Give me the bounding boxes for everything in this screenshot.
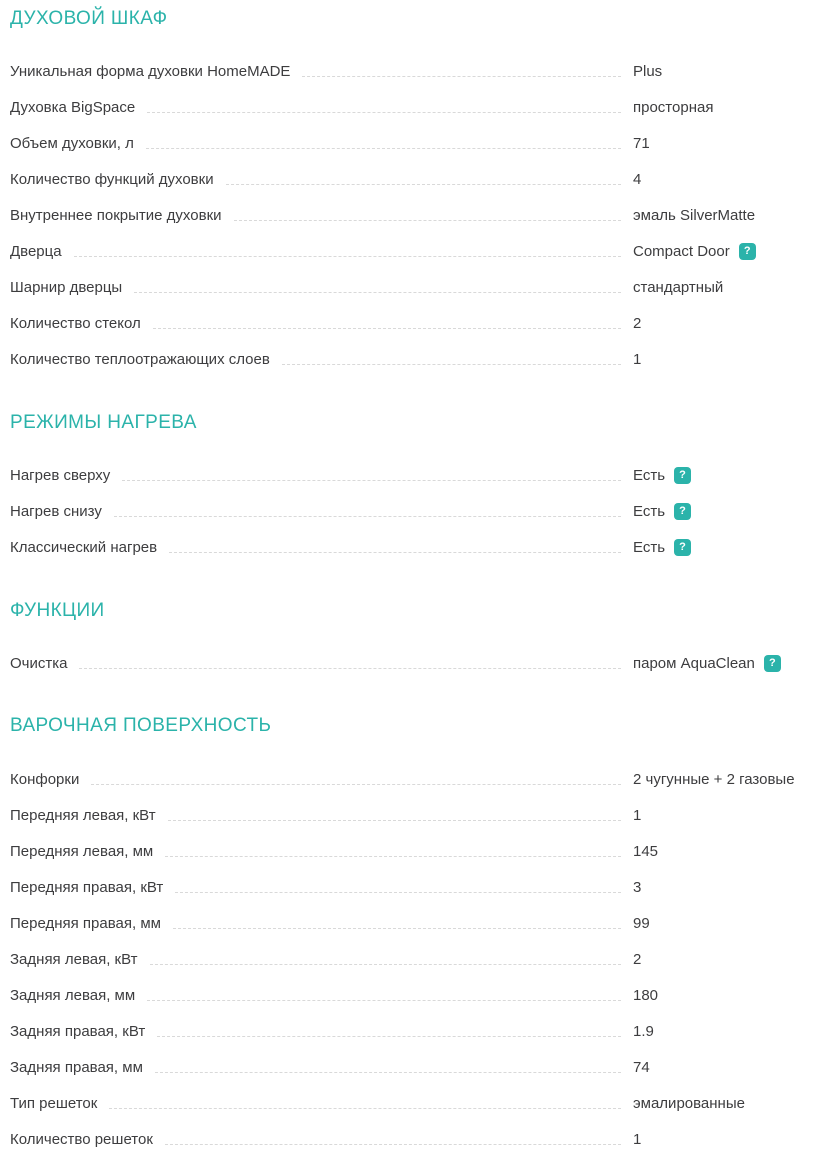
dotted-leader bbox=[153, 328, 621, 329]
spec-label: Передняя правая, кВт bbox=[10, 878, 164, 896]
spec-label: Задняя левая, мм bbox=[10, 986, 136, 1004]
spec-value: Plus bbox=[633, 63, 663, 81]
spec-value: 2 bbox=[633, 950, 642, 968]
spec-value-cell bbox=[633, 63, 816, 80]
spec-section bbox=[10, 715, 816, 1157]
spec-value: эмаль SilverMatte bbox=[633, 207, 756, 225]
spec-rows bbox=[10, 54, 816, 378]
spec-section bbox=[10, 412, 816, 566]
spec-row bbox=[10, 761, 816, 797]
dotted-leader bbox=[165, 1144, 621, 1145]
dotted-leader bbox=[175, 892, 621, 893]
spec-label: Количество стекол bbox=[10, 315, 141, 333]
spec-row bbox=[10, 833, 816, 869]
spec-rows bbox=[10, 645, 816, 681]
spec-row bbox=[10, 234, 816, 270]
dotted-leader bbox=[91, 784, 621, 785]
spec-value: Есть bbox=[633, 467, 666, 485]
help-icon[interactable]: ? bbox=[739, 243, 756, 260]
spec-value-cell bbox=[633, 807, 816, 824]
spec-value: 2 чугунные + 2 газовые bbox=[633, 770, 795, 788]
spec-row bbox=[10, 270, 816, 306]
spec-label: Количество теплоотражающих слоев bbox=[10, 351, 270, 369]
spec-row bbox=[10, 941, 816, 977]
spec-label: Передняя левая, кВт bbox=[10, 806, 156, 824]
spec-value-cell bbox=[633, 1095, 816, 1112]
spec-value: Есть bbox=[633, 539, 666, 557]
spec-value-cell bbox=[633, 243, 816, 260]
spec-row bbox=[10, 869, 816, 905]
spec-row bbox=[10, 1121, 816, 1157]
spec-rows bbox=[10, 458, 816, 566]
spec-row bbox=[10, 54, 816, 90]
spec-value-cell bbox=[633, 539, 816, 556]
spec-value-cell bbox=[633, 99, 816, 116]
spec-value: эмалированные bbox=[633, 1094, 745, 1112]
spec-value-cell bbox=[633, 503, 816, 520]
spec-label: Передняя левая, мм bbox=[10, 842, 154, 860]
spec-label: Объем духовки, л bbox=[10, 135, 134, 153]
spec-label: Уникальная форма духовки HomeMADE bbox=[10, 63, 291, 81]
spec-value-cell bbox=[633, 655, 816, 672]
spec-value-cell bbox=[633, 135, 816, 152]
spec-label: Передняя правая, мм bbox=[10, 914, 161, 932]
spec-row bbox=[10, 797, 816, 833]
spec-label: Духовка BigSpace bbox=[10, 99, 136, 117]
help-icon[interactable]: ? bbox=[764, 655, 781, 672]
spec-sections-container bbox=[10, 8, 816, 1157]
spec-row bbox=[10, 1049, 816, 1085]
spec-value: 1 bbox=[633, 806, 642, 824]
spec-label: Нагрев сверху bbox=[10, 467, 111, 485]
section-title: РЕЖИМЫ НАГРЕВА bbox=[10, 411, 197, 433]
spec-label: Тип решеток bbox=[10, 1094, 98, 1112]
spec-value-cell bbox=[633, 1059, 816, 1076]
dotted-leader bbox=[146, 148, 621, 149]
spec-value: 1 bbox=[633, 1130, 642, 1148]
spec-label: Количество решеток bbox=[10, 1130, 153, 1148]
spec-value-cell bbox=[633, 171, 816, 188]
spec-row bbox=[10, 162, 816, 198]
dotted-leader bbox=[226, 184, 621, 185]
spec-value: 71 bbox=[633, 135, 650, 153]
spec-label: Очистка bbox=[10, 654, 68, 672]
spec-label: Задняя правая, мм bbox=[10, 1058, 143, 1076]
dotted-leader bbox=[173, 928, 621, 929]
spec-value-cell bbox=[633, 351, 816, 368]
spec-label: Классический нагрев bbox=[10, 539, 158, 557]
section-title: ФУНКЦИИ bbox=[10, 599, 105, 621]
spec-section bbox=[10, 8, 816, 378]
spec-value: 1.9 bbox=[633, 1022, 654, 1040]
dotted-leader bbox=[147, 112, 621, 113]
spec-value: 3 bbox=[633, 878, 642, 896]
spec-label: Дверца bbox=[10, 243, 62, 261]
dotted-leader bbox=[155, 1072, 621, 1073]
spec-value-cell bbox=[633, 279, 816, 296]
spec-value-cell bbox=[633, 951, 816, 968]
dotted-leader bbox=[168, 820, 621, 821]
spec-label: Задняя левая, кВт bbox=[10, 950, 138, 968]
spec-row bbox=[10, 1085, 816, 1121]
spec-value-cell bbox=[633, 771, 816, 788]
spec-value: просторная bbox=[633, 99, 714, 117]
spec-value: Compact Door bbox=[633, 243, 730, 261]
spec-row bbox=[10, 198, 816, 234]
spec-value: 74 bbox=[633, 1058, 650, 1076]
spec-value-cell bbox=[633, 467, 816, 484]
dotted-leader bbox=[165, 856, 621, 857]
spec-label: Задняя правая, кВт bbox=[10, 1022, 146, 1040]
spec-row bbox=[10, 90, 816, 126]
spec-value: 4 bbox=[633, 171, 642, 189]
spec-value-cell bbox=[633, 843, 816, 860]
spec-row bbox=[10, 306, 816, 342]
spec-row bbox=[10, 977, 816, 1013]
spec-section bbox=[10, 600, 816, 682]
dotted-leader bbox=[234, 220, 621, 221]
spec-row bbox=[10, 1013, 816, 1049]
dotted-leader bbox=[157, 1036, 621, 1037]
spec-value-cell bbox=[633, 1023, 816, 1040]
spec-value-cell bbox=[633, 1131, 816, 1148]
spec-row bbox=[10, 342, 816, 378]
dotted-leader bbox=[134, 292, 621, 293]
spec-label: Конфорки bbox=[10, 770, 80, 788]
spec-rows bbox=[10, 761, 816, 1157]
spec-value: паром AquaClean bbox=[633, 654, 755, 672]
spec-row bbox=[10, 494, 816, 530]
dotted-leader bbox=[114, 516, 621, 517]
help-icon[interactable]: ? bbox=[674, 467, 691, 484]
dotted-leader bbox=[122, 480, 621, 481]
spec-value-cell bbox=[633, 915, 816, 932]
dotted-leader bbox=[302, 76, 621, 77]
dotted-leader bbox=[74, 256, 621, 257]
section-title: ВАРОЧНАЯ ПОВЕРХНОСТЬ bbox=[10, 715, 272, 737]
spec-value: 99 bbox=[633, 914, 650, 932]
spec-row bbox=[10, 126, 816, 162]
spec-value-cell bbox=[633, 987, 816, 1004]
help-icon[interactable]: ? bbox=[674, 539, 691, 556]
spec-label: Внутреннее покрытие духовки bbox=[10, 207, 222, 225]
spec-value-cell bbox=[633, 879, 816, 896]
spec-value: Есть bbox=[633, 503, 666, 521]
spec-row bbox=[10, 905, 816, 941]
spec-value: 2 bbox=[633, 315, 642, 333]
spec-label: Количество функций духовки bbox=[10, 171, 214, 189]
spec-row bbox=[10, 645, 816, 681]
spec-value-cell bbox=[633, 207, 816, 224]
dotted-leader bbox=[169, 552, 621, 553]
dotted-leader bbox=[79, 668, 621, 669]
spec-row bbox=[10, 458, 816, 494]
spec-value-cell bbox=[633, 315, 816, 332]
dotted-leader bbox=[150, 964, 622, 965]
spec-value: 1 bbox=[633, 351, 642, 369]
section-title: ДУХОВОЙ ШКАФ bbox=[10, 8, 168, 29]
spec-row bbox=[10, 530, 816, 566]
dotted-leader bbox=[147, 1000, 621, 1001]
spec-value: 145 bbox=[633, 842, 659, 860]
spec-label: Нагрев снизу bbox=[10, 503, 102, 521]
spec-label: Шарнир дверцы bbox=[10, 279, 123, 297]
spec-value: стандартный bbox=[633, 279, 724, 297]
dotted-leader bbox=[282, 364, 621, 365]
help-icon[interactable]: ? bbox=[674, 503, 691, 520]
dotted-leader bbox=[109, 1108, 621, 1109]
spec-value: 180 bbox=[633, 986, 659, 1004]
